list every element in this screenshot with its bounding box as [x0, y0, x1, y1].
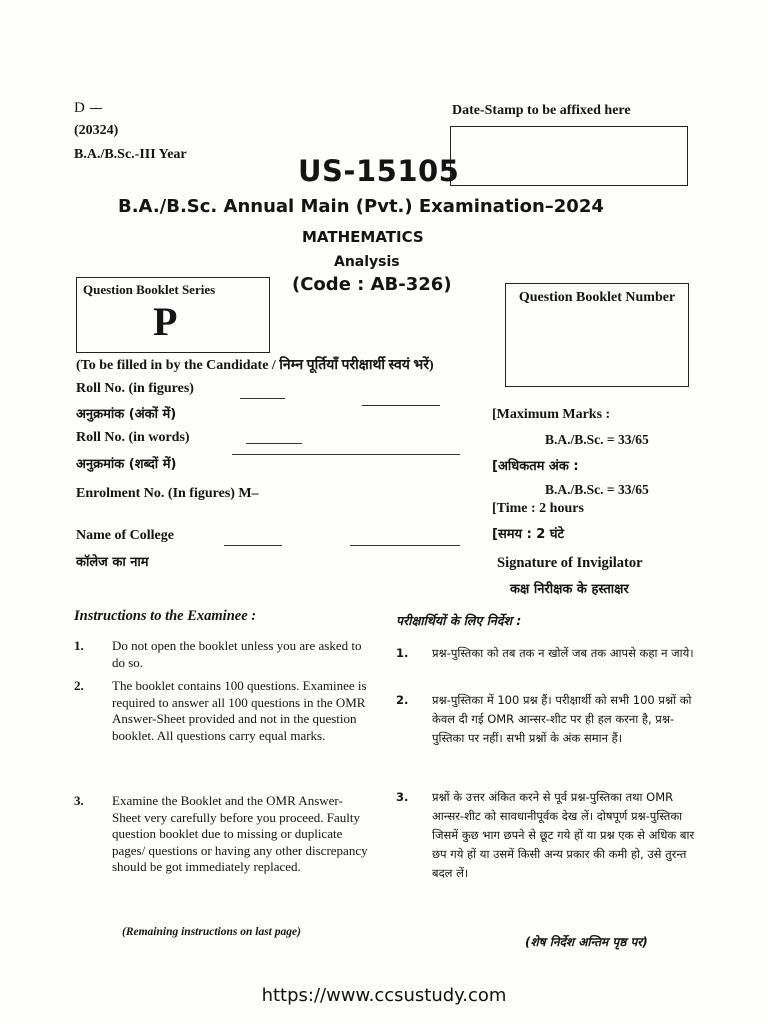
- college-hindi: कॉलेज का नाम: [76, 555, 149, 570]
- instruction-text: Examine the Booklet and the OMR Answer-Sheet very carefully before you proceed. Faulty question booklet due to missing or duplicate pages/ questions or having any other discrepancy should be got immediately replaced.: [112, 793, 368, 874]
- instruction-number: 3.: [74, 793, 84, 808]
- max-marks-label: [Maximum Marks :: [492, 407, 611, 422]
- roll-figures-label: Roll No. (in figures): [76, 381, 194, 396]
- invigilator-signature-hindi: कक्ष निरीक्षक के हस्ताक्षर: [510, 582, 629, 597]
- booklet-number-label: Question Booklet Number: [518, 290, 676, 305]
- max-marks-hindi: [अधिकतम अंक :: [492, 459, 579, 474]
- booklet-series-value: P: [153, 299, 178, 344]
- watermark-url: https://www.ccsustudy.com: [261, 985, 507, 1006]
- roll-figures-line[interactable]: [240, 398, 285, 399]
- instruction-en-2: [74, 678, 368, 788]
- instruction-hi-1: [396, 644, 696, 684]
- college-line[interactable]: [224, 545, 282, 546]
- instruction-hi-3: [396, 788, 696, 928]
- roll-words-hindi: अनुक्रमांक (शब्दों में): [76, 457, 177, 472]
- time-label: [Time : 2 hours: [492, 501, 584, 516]
- roll-figures-line-2[interactable]: [362, 405, 440, 406]
- max-marks-value: B.A./B.Sc. = 33/65: [545, 432, 649, 447]
- invigilator-signature-label: Signature of Invigilator: [497, 555, 643, 571]
- paper-code-label: (Code : AB-326): [292, 274, 452, 295]
- fill-note: (To be filled in by the Candidate / निम्न पूर्तियाँ परीक्षार्थी स्वयं भरें): [76, 358, 434, 373]
- roll-words-line-2[interactable]: [232, 454, 460, 455]
- date-stamp-box: [450, 126, 688, 186]
- instructions-hi-title: परीक्षार्थियों के लिए निर्देश :: [396, 613, 522, 628]
- paper-title: Analysis: [334, 254, 400, 270]
- exam-title: B.A./B.Sc. Annual Main (Pvt.) Examination–2024: [118, 196, 604, 217]
- time-hindi: [समय : 2 घंटे: [492, 527, 565, 542]
- roll-words-label: Roll No. (in words): [76, 430, 190, 445]
- instruction-number: 1.: [396, 646, 409, 660]
- college-line-2[interactable]: [350, 545, 460, 546]
- instruction-text: The booklet contains 100 questions. Examinee is required to answer all 100 questions in the OMR Answer-Sheet provided and not in the question booklet. All questions carry equal marks.: [112, 678, 367, 743]
- booklet-series-box: [76, 277, 270, 353]
- dash-mark: [90, 108, 102, 109]
- instruction-hi-2: [396, 691, 696, 783]
- instruction-en-3: [74, 793, 368, 923]
- instruction-text: प्रश्न-पुस्तिका को तब तक न खोलें जब तक आपसे कहा न जाये।: [432, 646, 694, 660]
- instruction-number: 3.: [396, 790, 409, 804]
- series-letter-top: D: [74, 100, 85, 116]
- instruction-en-1: [74, 638, 368, 672]
- instruction-number: 1.: [74, 638, 84, 653]
- instructions-en-title: Instructions to the Examinee :: [74, 608, 257, 624]
- max-marks-hindi-value: B.A./B.Sc. = 33/65: [545, 482, 649, 497]
- booklet-series-label: Question Booklet Series: [83, 282, 216, 297]
- roll-figures-hindi: अनुक्रमांक (अंकों में): [76, 407, 177, 422]
- instruction-text: प्रश्न-पुस्तिका में 100 प्रश्न हैं। परीक्षार्थी को सभी 100 प्रश्नों को केवल दी गई OMR आन्सर-शीट पर ही हल करना है, प्रश्न-पुस्तिका पर नहीं। सभी प्रश्नों के अंक समान हैं।: [432, 693, 692, 745]
- instruction-text: प्रश्नों के उत्तर अंकित करने से पूर्व प्रश्न-पुस्तिका तथा OMR आन्सर-शीट को सावधानीपूर्वक देख लें। दोषपूर्ण प्रश्न-पुस्तिका जिसमें कुछ भाग छपने से छूट गये हों या प्रश्न एक से अधिक बार छप गये हों या उसमें किसी अन्य प्रकार की कमी हो, उसे तुरन्त बदल लें।: [432, 790, 695, 880]
- instruction-text: Do not open the booklet unless you are asked to do so.: [112, 638, 362, 670]
- booklet-code: US-15105: [298, 154, 460, 188]
- booklet-number-box: [505, 283, 689, 387]
- instructions-en-footer: (Remaining instructions on last page): [122, 926, 301, 938]
- college-label: Name of College: [76, 528, 174, 543]
- enrolment-label: Enrolment No. (In figures) M–: [76, 486, 259, 501]
- year-label: B.A./B.Sc.-III Year: [74, 147, 187, 162]
- instruction-number: 2.: [396, 693, 409, 707]
- subject-title: MATHEMATICS: [302, 228, 424, 246]
- date-stamp-label: Date-Stamp to be affixed here: [452, 103, 631, 118]
- roll-words-line[interactable]: [246, 443, 302, 444]
- paper-code: (20324): [74, 123, 119, 138]
- instructions-hi-footer: (शेष निर्देश अन्तिम पृष्ठ पर): [525, 935, 648, 949]
- instruction-number: 2.: [74, 678, 84, 693]
